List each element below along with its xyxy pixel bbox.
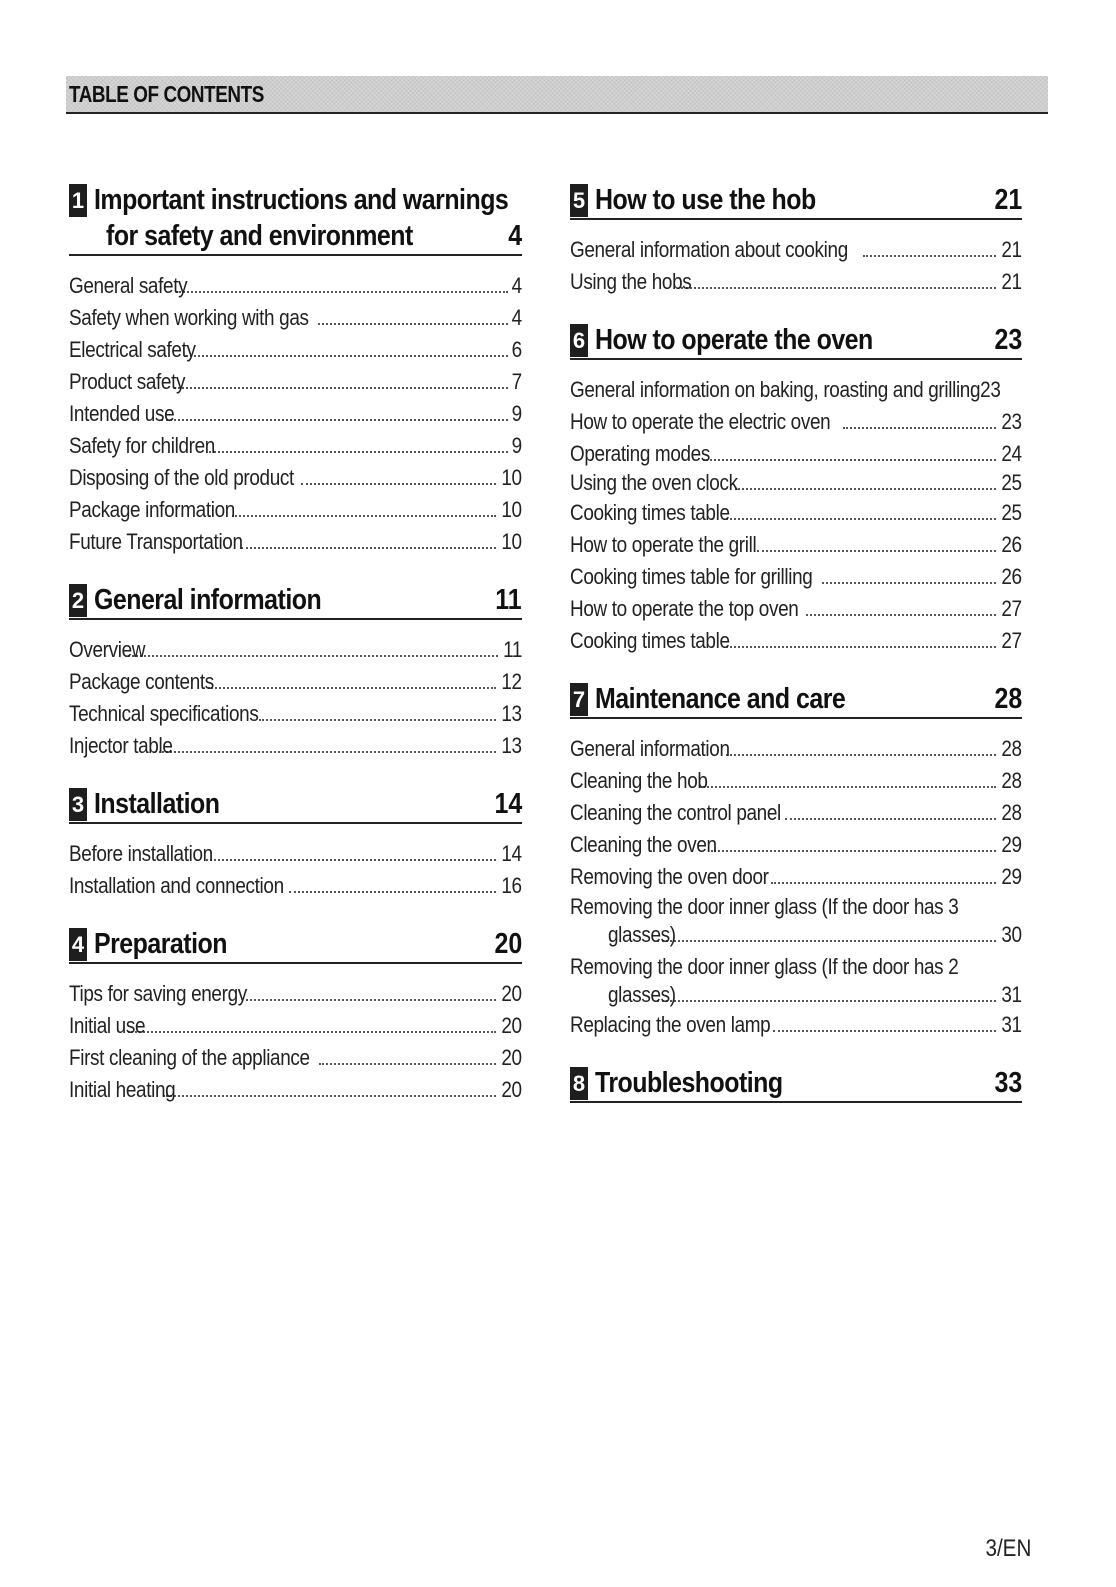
entry-label: Electrical safety (69, 337, 196, 362)
section-title-line2: for safety and environment (106, 220, 413, 252)
entry-page: 23 (1001, 409, 1022, 434)
toc-entry[interactable] (570, 593, 1022, 625)
section-number-badge: 5 (570, 184, 588, 217)
leader-dots (163, 1095, 497, 1097)
leader-dots (208, 687, 497, 689)
entry-page: 13 (501, 733, 522, 758)
toc-entry[interactable] (570, 893, 1022, 949)
toc-section-8 (570, 1065, 1022, 1103)
entry-page: 4 (511, 273, 522, 298)
section-entries (570, 374, 1022, 657)
toc-entry[interactable] (570, 797, 1022, 829)
toc-entry[interactable] (69, 526, 522, 558)
toc-section-7 (570, 681, 1022, 1041)
section-title: How to use the hob (595, 184, 816, 216)
toc-entry[interactable] (69, 870, 522, 902)
entry-label: Tips for saving energy (69, 981, 247, 1006)
entry-label: Removing the oven door (570, 864, 769, 889)
leader-dots (259, 719, 496, 721)
section-page-number: 20 (494, 928, 522, 960)
section-page-number: 33 (994, 1067, 1022, 1099)
entry-label: Cooking times table for grilling (570, 564, 813, 589)
leader-dots (735, 488, 996, 490)
leader-dots (726, 754, 997, 756)
entry-page: 4 (511, 305, 522, 330)
entry-page: 21 (1001, 269, 1022, 294)
entry-page: 28 (1001, 736, 1022, 761)
entry-page: 24 (1001, 441, 1022, 466)
section-heading[interactable] (69, 582, 522, 620)
section-title: Preparation (94, 928, 227, 960)
entry-label: Injector table (69, 733, 173, 758)
toc-right-column (570, 182, 1022, 1127)
leader-dots (771, 882, 996, 884)
entry-label: Replacing the oven lamp (570, 1012, 771, 1037)
entry-page: 14 (501, 841, 522, 866)
entry-page: 10 (501, 529, 522, 554)
entry-continuation (570, 921, 1022, 949)
toc-entry[interactable] (570, 406, 1022, 438)
leader-dots (241, 547, 496, 549)
toc-entry[interactable] (69, 366, 522, 398)
section-number-badge: 8 (570, 1067, 588, 1100)
leader-dots (128, 655, 498, 657)
section-entries (69, 978, 522, 1106)
section-heading[interactable] (570, 1065, 1022, 1103)
entry-label: Installation and connection (69, 873, 284, 898)
toc-section-5 (570, 182, 1022, 298)
section-title: How to operate the oven (595, 324, 873, 356)
toc-left-column (69, 182, 522, 1130)
section-entries (69, 270, 522, 558)
toc-entry[interactable] (69, 730, 522, 762)
toc-entry[interactable] (570, 561, 1022, 593)
toc-entry[interactable] (69, 462, 522, 494)
entry-page: 27 (1001, 628, 1022, 653)
entry-label: Overview (69, 637, 146, 662)
section-number-badge: 6 (570, 324, 588, 357)
leader-dots (301, 483, 497, 485)
section-page-number: 23 (994, 324, 1022, 356)
entry-label: Intended use (69, 401, 175, 426)
leader-dots (318, 323, 509, 325)
toc-entry[interactable] (69, 838, 522, 870)
entry-page: 9 (511, 401, 522, 426)
entry-label: Removing the door inner glass (If the door has 3 (570, 894, 959, 919)
entry-page: 28 (1001, 768, 1022, 793)
entry-label: Using the hobs (570, 269, 692, 294)
entry-page: 30 (1001, 922, 1022, 947)
entry-page: 25 (1001, 470, 1022, 495)
entry-page: 6 (511, 337, 522, 362)
entry-label-continued: glasses) (608, 922, 676, 947)
entry-label: Safety when working with gas (69, 305, 309, 330)
entry-label: How to operate the grill (570, 532, 757, 557)
entry-page: 20 (501, 981, 522, 1006)
entry-page: 28 (1001, 800, 1022, 825)
entry-label: Package information (69, 497, 235, 522)
toc-entry[interactable] (570, 765, 1022, 797)
leader-dots (726, 518, 997, 520)
leader-dots (319, 1063, 496, 1065)
entry-page: 31 (1001, 982, 1022, 1007)
entry-label: Operating modes (570, 441, 710, 466)
toc-banner (66, 76, 1048, 114)
toc-section-6 (570, 322, 1022, 657)
entry-label: First cleaning of the appliance (69, 1045, 310, 1070)
toc-entry[interactable] (570, 829, 1022, 861)
section-title: Installation (94, 788, 220, 820)
toc-entry[interactable] (570, 733, 1022, 765)
leader-dots (757, 550, 997, 552)
section-heading[interactable] (69, 786, 522, 824)
leader-dots (128, 1031, 497, 1033)
section-entries (69, 634, 522, 762)
toc-entry[interactable] (570, 861, 1022, 893)
entry-label: Cleaning the oven (570, 832, 717, 857)
section-number-badge: 4 (69, 928, 87, 961)
section-heading[interactable] (69, 926, 522, 964)
entry-page: 27 (1001, 596, 1022, 621)
section-title: General information (94, 584, 322, 616)
entry-label: General information about cooking (570, 237, 848, 262)
entry-label: Cooking times table (570, 628, 730, 653)
entry-label: Safety for children (69, 433, 215, 458)
entry-label: General safety (69, 273, 188, 298)
entry-page: 31 (1001, 1012, 1022, 1037)
page-title: TABLE OF CONTENTS (69, 81, 264, 107)
toc-entry[interactable] (69, 634, 522, 666)
toc-entry[interactable] (570, 266, 1022, 298)
entry-label: Product safety (69, 369, 186, 394)
toc-entry[interactable] (69, 1010, 522, 1042)
section-heading[interactable] (570, 681, 1022, 719)
toc-entry[interactable] (69, 666, 522, 698)
toc-entry[interactable] (69, 1074, 522, 1106)
entry-page: 13 (501, 701, 522, 726)
entry-page: 20 (501, 1077, 522, 1102)
toc-entry[interactable] (570, 470, 1022, 497)
toc-entry[interactable] (69, 494, 522, 526)
leader-dots (657, 1000, 997, 1002)
section-title: Troubleshooting (595, 1067, 783, 1099)
section-page-number: 21 (994, 184, 1022, 216)
section-page-number: 28 (994, 683, 1022, 715)
toc-entry[interactable] (69, 978, 522, 1010)
section-page-number: 4 (508, 220, 522, 252)
entry-label: Disposing of the old product (69, 465, 294, 490)
leader-dots (289, 891, 497, 893)
toc-entry[interactable] (570, 497, 1022, 529)
entry-page: 26 (1001, 564, 1022, 589)
section-entries (69, 838, 522, 902)
entry-label: Initial use (69, 1013, 146, 1038)
entry-label: Before installation (69, 841, 213, 866)
entry-label: How to operate the top oven (570, 596, 799, 621)
entry-page: 20 (501, 1045, 522, 1070)
section-entries (570, 733, 1022, 1041)
toc-entry[interactable] (570, 625, 1022, 657)
leader-dots (700, 786, 996, 788)
leader-dots (176, 291, 508, 293)
leader-dots (174, 387, 508, 389)
entry-label: Removing the door inner glass (If the door has 2 (570, 954, 959, 979)
section-number-badge: 1 (69, 184, 87, 217)
toc-entry[interactable] (570, 953, 1022, 1009)
leader-dots (206, 859, 496, 861)
toc-entry[interactable] (69, 398, 522, 430)
toc-entry[interactable] (69, 302, 522, 334)
entry-page: 29 (1001, 864, 1022, 889)
toc-entry[interactable] (570, 529, 1022, 561)
entry-label: Cooking times table (570, 500, 730, 525)
page-number-footer: 3/EN (985, 1535, 1031, 1562)
section-title-line1: Important instructions and warnings (94, 184, 509, 216)
section-heading[interactable] (570, 182, 1022, 220)
toc-entry[interactable] (69, 334, 522, 366)
toc-entry[interactable] (570, 374, 1022, 406)
entry-page: 20 (501, 1013, 522, 1038)
entry-label: Package contents (69, 669, 214, 694)
section-heading[interactable] (69, 182, 522, 256)
toc-entry[interactable] (69, 270, 522, 302)
leader-dots (806, 614, 997, 616)
entry-label: How to operate the electric oven (570, 409, 831, 434)
entry-label-continued: glasses) (608, 982, 676, 1007)
entry-page: 7 (511, 369, 522, 394)
toc-section-4 (69, 926, 522, 1106)
entry-label: Technical specifications (69, 701, 259, 726)
toc-section-1 (69, 182, 522, 558)
entry-page: 29 (1001, 832, 1022, 857)
leader-dots (209, 451, 508, 453)
leader-dots (657, 940, 997, 942)
entry-label: Using the oven clock (570, 470, 738, 495)
section-number-badge: 2 (69, 584, 87, 617)
entry-label: Initial heating (69, 1077, 176, 1102)
entry-page: 11 (503, 637, 522, 662)
entry-label: General information (570, 736, 730, 761)
leader-dots (726, 646, 997, 648)
toc-entry[interactable] (570, 234, 1022, 266)
section-number-badge: 7 (570, 683, 588, 716)
toc-entry[interactable] (570, 1009, 1022, 1041)
section-page-number: 11 (495, 584, 522, 616)
entry-page: 21 (1001, 237, 1022, 262)
entry-label: Future Transportation (69, 529, 243, 554)
leader-dots (246, 999, 497, 1001)
entry-continuation (570, 981, 1022, 1009)
leader-dots (773, 1030, 996, 1032)
entry-label: Cleaning the control panel (570, 800, 781, 825)
leader-dots (232, 515, 496, 517)
entry-page: 25 (1001, 500, 1022, 525)
leader-dots (161, 419, 508, 421)
section-page-number: 14 (494, 788, 522, 820)
entry-label: Cleaning the hob (570, 768, 708, 793)
entry-page: 26 (1001, 532, 1022, 557)
entry-label: General information on baking, roasting and grilling23 (570, 377, 1001, 402)
toc-entry[interactable] (69, 430, 522, 462)
leader-dots (186, 355, 508, 357)
leader-dots (703, 459, 997, 461)
toc-section-2 (69, 582, 522, 762)
entry-page: 9 (511, 433, 522, 458)
leader-dots (863, 255, 996, 257)
leader-dots (711, 850, 997, 852)
leader-dots (681, 287, 996, 289)
section-title (94, 182, 515, 254)
section-number-badge: 3 (69, 788, 87, 821)
leader-dots (843, 427, 997, 429)
toc-entry[interactable] (69, 1042, 522, 1074)
toc-entry[interactable] (570, 438, 1022, 470)
entry-page: 10 (501, 465, 522, 490)
entry-page: 16 (501, 873, 522, 898)
section-heading[interactable] (570, 322, 1022, 360)
entry-page: 12 (501, 669, 522, 694)
leader-dots (159, 751, 496, 753)
toc-entry[interactable] (69, 698, 522, 730)
toc-section-3 (69, 786, 522, 902)
leader-dots (822, 582, 996, 584)
entry-page: 10 (501, 497, 522, 522)
section-title: Maintenance and care (595, 683, 846, 715)
section-entries (570, 234, 1022, 298)
leader-dots (785, 818, 996, 820)
